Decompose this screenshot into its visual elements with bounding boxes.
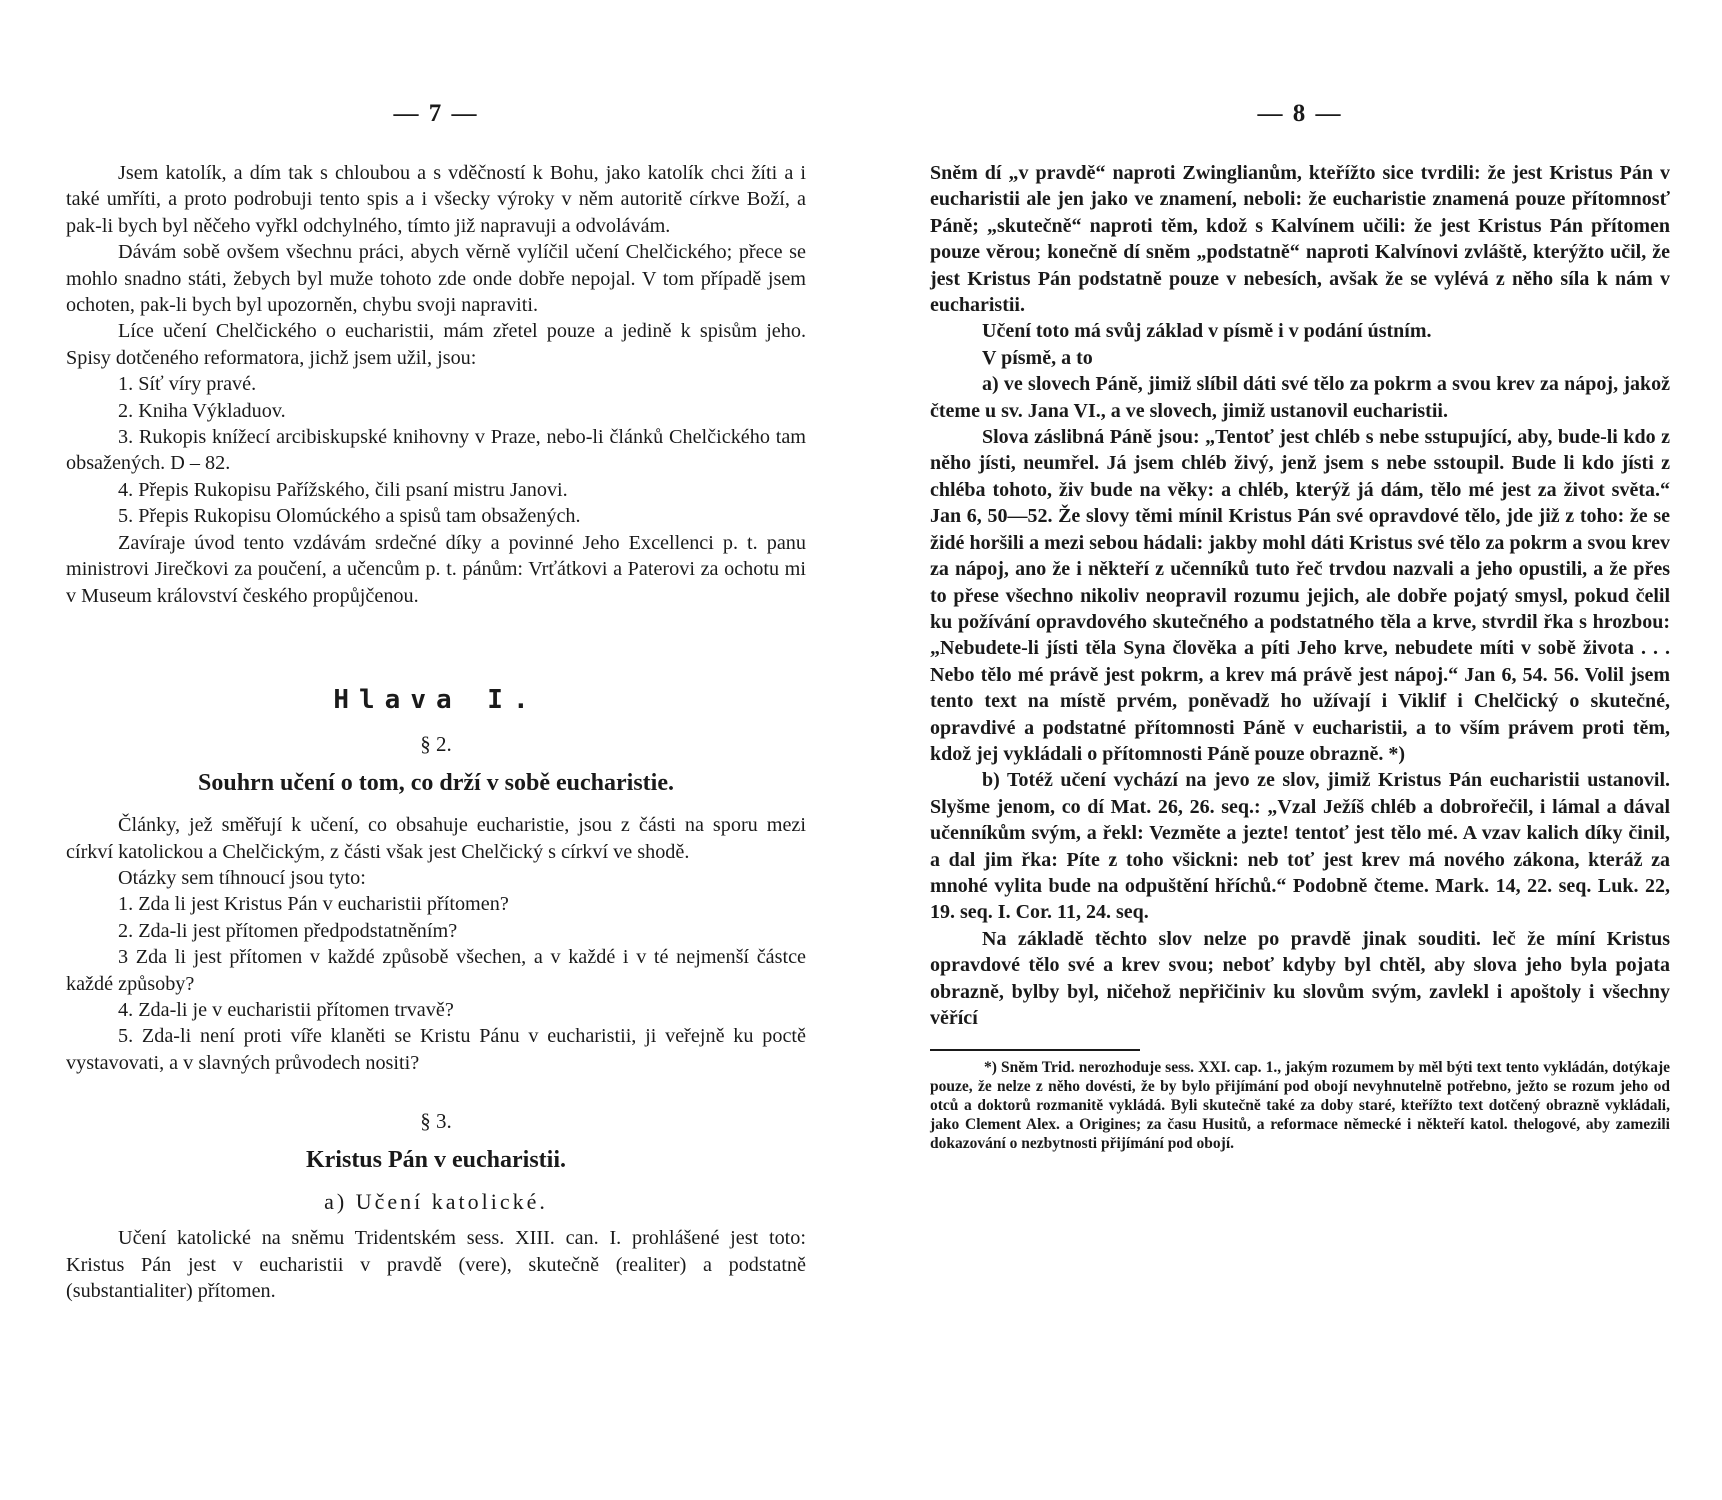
question-item: 2. Zda-li jest přítomen předpodstatněním?	[118, 919, 458, 942]
closing-paragraph: Zavíraje úvod tento vzdávám srdečné díky a povinné Jeho Excellenci p. t. panu ministrovi Jirečkovi za poučení, a učencům p. t. pánům: Vrťátkovi a Paterovi za ochotu mi v Museum království českého propůjčenou.	[66, 531, 806, 607]
chapter-title: Hlava I.	[333, 684, 539, 715]
right-text-column	[930, 160, 1670, 1153]
right-page	[930, 0, 1670, 1500]
subsection-title: a) Učení katolické.	[324, 1189, 548, 1214]
left-text-column	[66, 160, 806, 1305]
question-item: 5. Zda-li není proti víře klaněti se Kristu Pánu v eucharistii, ji veřejně ku poctě vystavovati, a v slavných průvodech nositi?	[66, 1025, 806, 1074]
source-item: 2. Kniha Výkladuov.	[118, 399, 286, 422]
body-paragraph: a) ve slovech Páně, jimiž slíbil dáti své tělo za pokrm a svou krev za nápoj, jakož čteme u sv. Jana VI., a ve slovech, jimiž ustanovil eucharistii.	[930, 373, 1670, 422]
question-item: 3 Zda li jest přítomen v každé způsobě všechen, a v každé i v té nejmenší částce každé způsoby?	[66, 946, 806, 995]
body-paragraph: Sněm dí „v pravdě“ naproti Zwinglianům, kteřížto sice tvrdili: že jest Kristus Pán v eucharistii ale jen jako ve znamení, neboli: že eucharistie znamená pouze přítomnosť Páně; „skutečně“ naproti těm, kdož s Kalvínem učili: že jest Kristus Pán přítomen pouze věrou; konečně dí sněm „podstatně“ naproti Kalvínovi zvláště, kterýžto učil, že jest Kristus Pán podstatně pouze v nebesích, avšak že se vylévá z něho síla k nám v eucharistii.	[930, 162, 1670, 317]
footnote: *) Sněm Trid. nerozhoduje sess. XXI. cap. 1., jakým rozumem by měl býti text tento vykládán, dotýkaje pouze, že nelze z něho dovésti, že by bylo přijímání pod obojí nevyhnutelně potřebno, ježto se rozum jeho od otců a doktorů rozmanitě vykládá. Byli skutečně také za doby staré, kteřížto text dotčený obrazně vykládali, jako Clement Alex. a Origines; za času Husitů, a reformace německé i někteří katol. thelogové, aby zamezili dokazování o nezbytnosti přijímání pod obojí.	[930, 1059, 1670, 1152]
body-paragraph: b) Totéž učení vychází na jevo ze slov, jimiž Kristus Pán eucharistii ustanovil. Slyšme jenom, co dí Mat. 26, 26. seq.: „Vzal Ježíš chléb a dobrořečil, i lámal a dával učenníkům svým, a řekl: Vezměte a jezte! tentoť jest tělo mé. A vzav kalich díky činil, a dal jim řka: Píte z toho všickni: neb toť jest krev má nového zákona, kteráž za mnohé vylita bude na odpuštění hříchů.“ Podobně čteme. Mark. 14, 22. seq. Luk. 22, 19. seq. I. Cor. 11, 24. seq.	[930, 769, 1670, 924]
body-paragraph: Učení toto má svůj základ v písmě i v podání ústním.	[982, 320, 1432, 343]
body-paragraph: Na základě těchto slov nelze po pravdě jinak souditi. leč že míní Kristus opravdové tělo své a krev svou; neboť kdyby byl chtěl, aby slova jeho byla pojata obrazně, bylby byl, ničehož nepřičiniv ku slovům svým, zavlekl i apoštoly i všechny věřící	[930, 927, 1670, 1029]
section-paragraph: Otázky sem tíhnoucí jsou tyto:	[118, 866, 366, 889]
body-paragraph: V písmě, a to	[982, 346, 1093, 369]
question-item: 4. Zda-li je v eucharistii přítomen trvavě?	[118, 998, 454, 1021]
source-item: 5. Přepis Rukopisu Olomúckého a spisů tam obsažených.	[118, 505, 581, 528]
intro-paragraph: Dávám sobě ovšem všechnu práci, abych věrně vylíčil učení Chelčického; přece se mohlo snadno státi, žebych byl muže tohoto zde onde dobře nepojal. V tom případě jsem ochoten, pak-li bych byl upozorněn, chybu svoji napraviti.	[66, 241, 806, 317]
page-number: — 8 —	[1257, 100, 1343, 127]
section-number: § 3.	[420, 1109, 452, 1134]
question-item: 1. Zda li jest Kristus Pán v eucharistii přítomen?	[118, 893, 509, 916]
intro-paragraph: Líce učení Chelčického o eucharistii, mám zřetel pouze a jedině k spisům jeho. Spisy dotčeného reformatora, jichž jsem užil, jsou:	[66, 320, 806, 369]
body-paragraph: Slova záslibná Páně jsou: „Tentoť jest chléb s nebe sstupující, aby, bude-li kdo z něho jísti, neumřel. Já jsem chléb živý, jenž jsem s nebe sstoupil. Bude li kdo jísti z chléba tohoto, živ bude na věky: a chléb, kterýž já dám, tělo mé jest za život světa.“ Jan 6, 50—52. Že slovy těmi mínil Kristus Pán své opravdové tělo, jde již z toho: že se židé horšili a mezi sebou hádali: jakby mohl dáti Kristus své tělo za pokrm a svou krev za nápoj, ano že i někteří z učenníků tuto řeč trvdou nazvali a jeho opustili, a že přes to přese všechno nikoliv neopravil rozumu jejich, ale dobře pojatý smysl, pokud čelil ku požívání opravdového skutečného a podstatného těla a krve, stvrdil řka s hrozbou: „Nebudete-li jísti těla Syna člověka a píti Jeho krve, nebudete míti v sobě života . . . Nebo tělo mé právě jest pokrm, a krev má právě jest nápoj.“ Jan 6, 54. 56. Volil jsem tento text na místě prvém, poněvadž ho užívají i Viklif i Chelčický o skutečné, opravdivé a podstatné přítomnosti Páně v eucharistii, a to vším právem proti těm, kdož jej vykládali o přítomnosti Páně pouze obrazně. *)	[930, 426, 1670, 765]
page-number: — 7 —	[393, 100, 479, 127]
section-number: § 2.	[420, 732, 452, 757]
source-item: 4. Přepis Rukopisu Pařížského, čili psaní mistru Janovi.	[118, 478, 568, 501]
section-paragraph: Články, jež směřují k učení, co obsahuje eucharistie, jsou z části na sporu mezi církví katolickou a Chelčickým, z části však jest Chelčický s církví ve shodě.	[66, 814, 806, 863]
footnote-divider	[930, 1049, 1140, 1051]
left-page	[66, 0, 806, 1500]
section-paragraph: Učení katolické na sněmu Tridentském sess. XIII. can. I. prohlášené jest toto: Kristus Pán jest v eucharistii v pravdě (vere), skutečně (realiter) a podstatně (substantialiter) přítomen.	[66, 1227, 806, 1303]
source-item: 1. Síť víry pravé.	[118, 373, 257, 396]
section-title: Kristus Pán v eucharistii.	[305, 1146, 566, 1173]
intro-paragraph: Jsem katolík, a dím tak s chloubou a s vděčností k Bohu, jako katolík chci žíti a i také umříti, a proto podrobuji tento spis a i všecky výroky v něm autoritě církve Boží, a pak-li bych byl něčeho vyřkl odchylného, tímto již napravuji a odvolávám.	[66, 162, 806, 237]
source-item: 3. Rukopis knížecí arcibiskupské knihovny v Praze, nebo-li článků Chelčického tam obsažených. D – 82.	[66, 426, 806, 475]
section-title: Souhrn učení o tom, co drží v sobě eucharistie.	[198, 769, 674, 796]
